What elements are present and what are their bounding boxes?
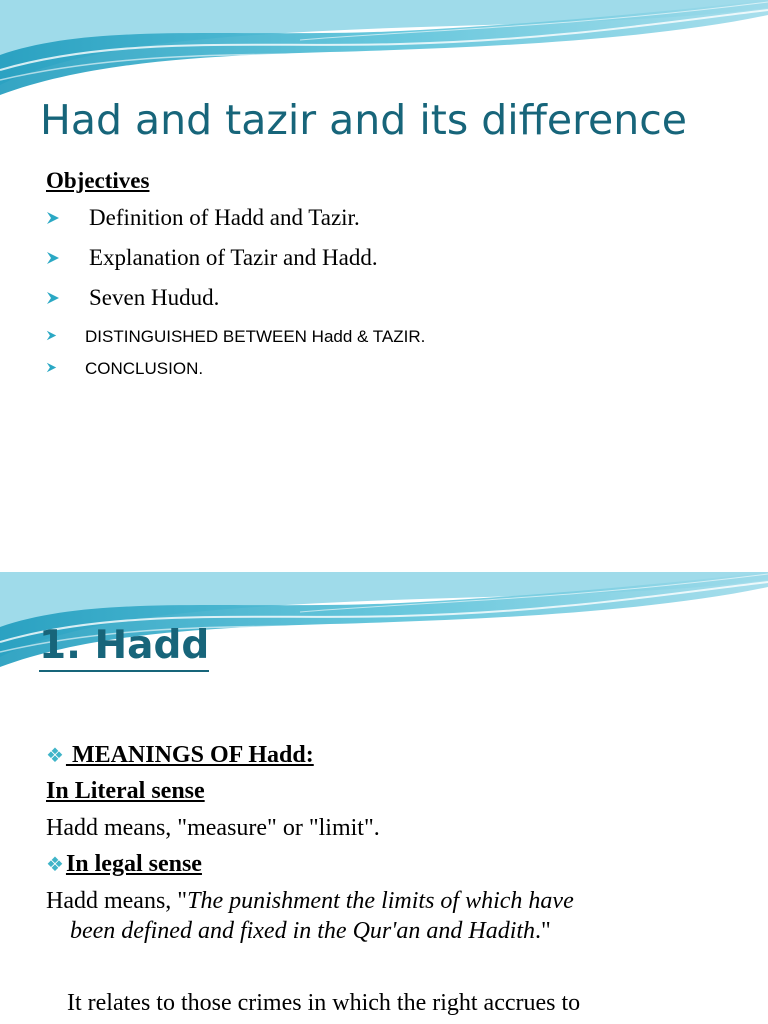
meanings-heading: ❖ MEANINGS OF Hadd:: [46, 742, 314, 768]
legal-text-line-1: Hadd means, "The punishment the limits of which have: [46, 888, 574, 914]
objective-text: Definition of Hadd and Tazir.: [89, 205, 360, 230]
slide-2: [0, 572, 768, 1024]
objectives-heading: Objectives: [46, 168, 150, 193]
literal-heading: In Literal sense: [46, 778, 205, 804]
list-item: [46, 357, 425, 389]
diamond-bullet-icon: ❖: [46, 745, 64, 767]
slide-title: Had and tazir and its difference: [40, 96, 688, 144]
legal-text-line-2: been defined and fixed in the Qur'an and Hadith.": [70, 918, 551, 944]
objective-text: CONCLUSION.: [85, 359, 204, 378]
legal-heading: ❖In legal sense: [46, 851, 202, 877]
objective-text: DISTINGUISHED BETWEEN Hadd & TAZIR.: [85, 327, 426, 346]
objective-text: Seven Hudud.: [89, 285, 220, 310]
objectives-list: [46, 205, 425, 389]
wave-banner: [0, 0, 768, 95]
relates-text: It relates to those crimes in which the right accrues to: [67, 990, 581, 1016]
list-item: [46, 325, 425, 357]
arrow-bullet-icon: [46, 362, 57, 373]
arrow-bullet-icon: [46, 330, 57, 341]
literal-text: Hadd means, "measure" or "limit".: [46, 815, 380, 841]
list-item: [46, 205, 425, 245]
list-item: [46, 245, 425, 285]
arrow-bullet-icon: [46, 211, 60, 225]
objective-text: Explanation of Tazir and Hadd.: [89, 245, 378, 270]
diamond-bullet-icon: ❖: [46, 854, 64, 876]
arrow-bullet-icon: [46, 291, 60, 305]
arrow-bullet-icon: [46, 251, 60, 265]
slide-title: 1. Hadd: [39, 622, 209, 672]
list-item: [46, 285, 425, 325]
